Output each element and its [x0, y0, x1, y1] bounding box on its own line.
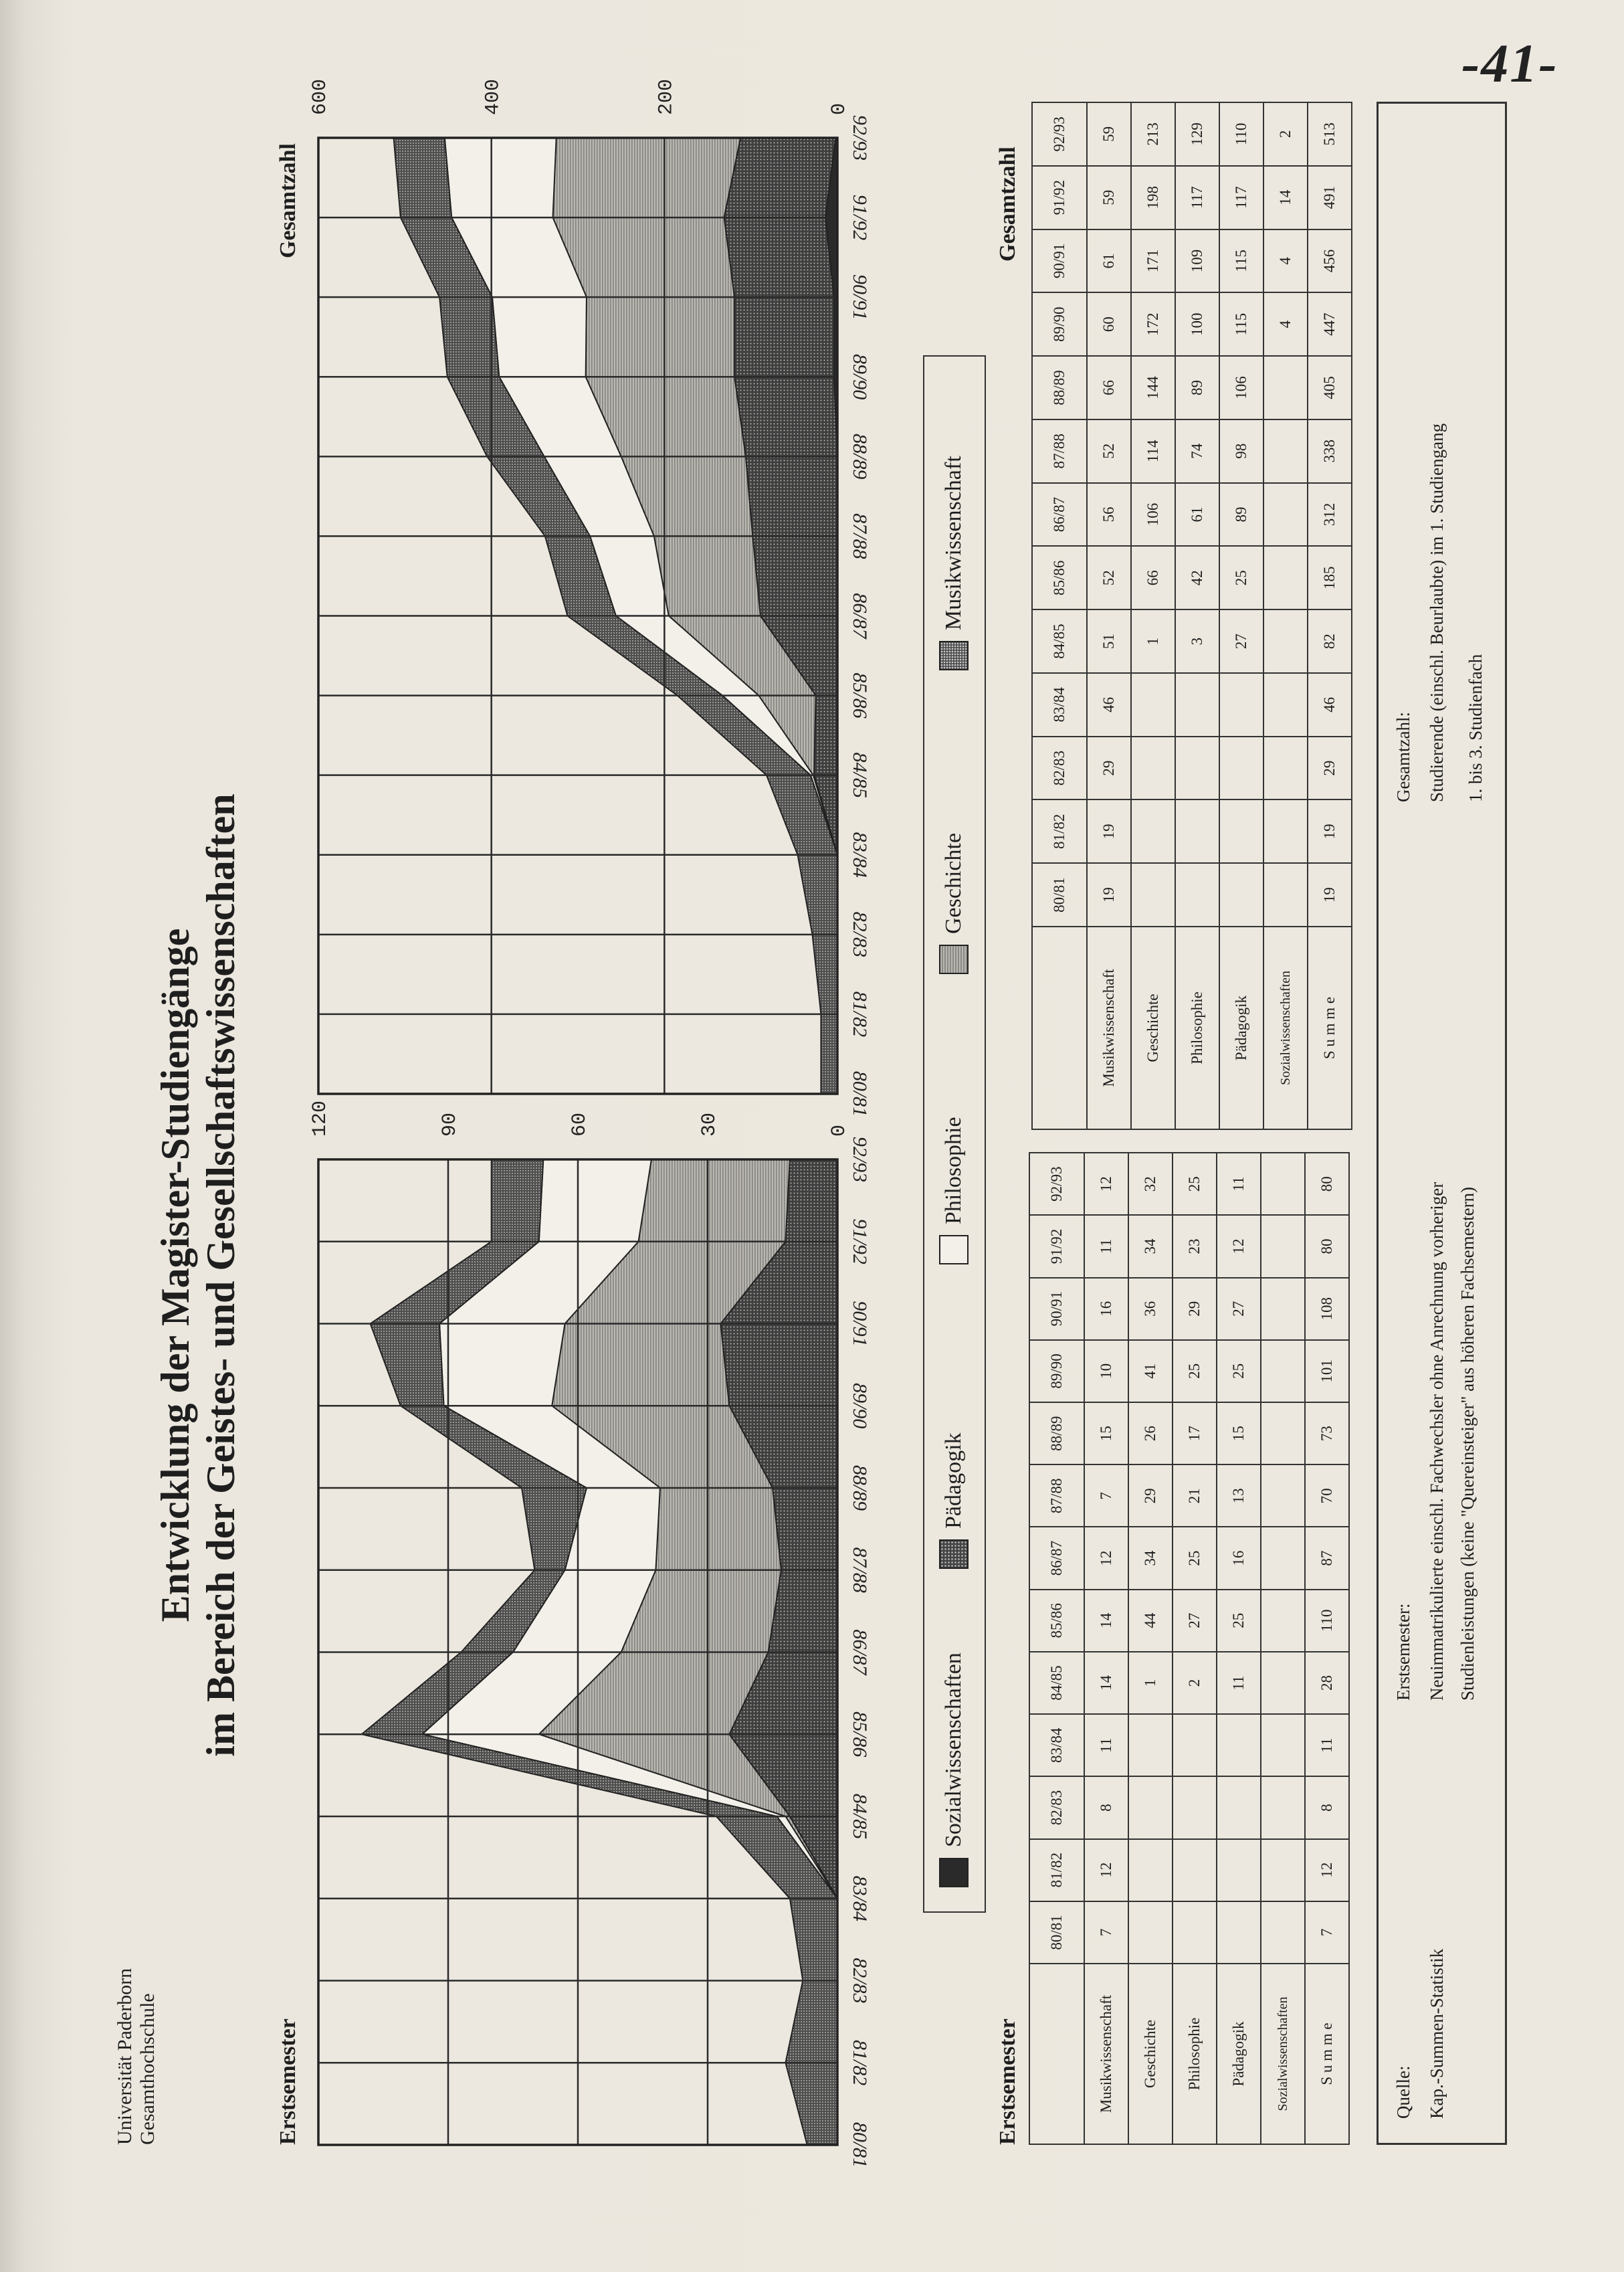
x-tick-label: 86/87 [849, 593, 871, 639]
column-header: 90/91 [1032, 229, 1087, 293]
table-cell: 29 [1173, 1278, 1217, 1340]
table-cell: 1 [1128, 1652, 1173, 1714]
x-tick-label: 87/88 [849, 1547, 871, 1593]
table-cell: 338 [1308, 419, 1352, 483]
table-row [1261, 1153, 1305, 2144]
table-cell: 11 [1305, 1714, 1349, 1776]
table-cell: 312 [1308, 483, 1352, 547]
table-cell: 12 [1305, 1839, 1349, 1901]
table-cell: 89 [1219, 483, 1263, 547]
table-cell: 19 [1087, 799, 1131, 863]
table-cell: 11 [1084, 1215, 1128, 1277]
table-cell: 82 [1308, 609, 1352, 673]
y-tick-label: 600 [309, 78, 332, 115]
table-cell: 25 [1173, 1340, 1217, 1402]
table-cell [1261, 1278, 1305, 1340]
column-header: 92/93 [1029, 1153, 1084, 1215]
table-cell: 70 [1305, 1464, 1349, 1527]
legend-label: Pädagogik [941, 1432, 966, 1529]
table-cell [1131, 863, 1175, 927]
x-tick-label: 90/91 [849, 274, 871, 320]
table-row [1173, 1153, 1217, 2144]
table-corner-cell [1032, 927, 1087, 1129]
legend-label: Philosophie [941, 1117, 966, 1224]
table-cell: 25 [1219, 546, 1263, 609]
table-cell: 14 [1084, 1652, 1128, 1714]
y-tick-label: 30 [698, 1112, 721, 1137]
table-cell: 144 [1131, 356, 1175, 419]
legend-swatch-icon [939, 1235, 969, 1264]
table-left-label: Erstsemester [995, 2018, 1020, 2145]
page-number: -41- [1461, 33, 1558, 94]
column-header: 85/86 [1032, 546, 1087, 609]
x-tick-label: 88/89 [849, 1464, 871, 1511]
table-cell: 2 [1263, 102, 1308, 166]
table-cell: 1 [1131, 609, 1175, 673]
table-cell: 60 [1087, 292, 1131, 356]
y-tick-label: 90 [439, 1112, 462, 1137]
table-cell [1217, 1776, 1261, 1838]
table-header-row [1029, 1153, 1084, 2144]
table-cell: 42 [1175, 546, 1219, 609]
table-cell: 15 [1217, 1402, 1261, 1464]
table-cell: 14 [1263, 166, 1308, 229]
table-cell [1261, 1901, 1305, 1964]
legend-item-philosophie [939, 1117, 969, 1264]
table-cell [1175, 737, 1219, 800]
table-cell [1263, 863, 1308, 927]
table-cell: 117 [1219, 166, 1263, 229]
table-cell: 66 [1131, 546, 1175, 609]
column-header: 83/84 [1032, 673, 1087, 737]
table-cell: 100 [1175, 292, 1219, 356]
table-row [1087, 102, 1131, 1129]
table-cell: 44 [1128, 1590, 1173, 1652]
table-cell [1261, 1215, 1305, 1277]
table-cell [1261, 1402, 1305, 1464]
table-cell: 129 [1175, 102, 1219, 166]
column-header: 91/92 [1032, 166, 1087, 229]
table-cell: 7 [1305, 1901, 1349, 1964]
column-header: 81/82 [1032, 799, 1087, 863]
erstsemester-definition-line-1: Neuimmatrikulierte einschl. Fachwechsler ohne Anrechnung vorheriger [1427, 1181, 1447, 1701]
table-cell [1128, 1901, 1173, 1964]
x-tick-label: 83/84 [849, 832, 871, 878]
table-cell [1261, 1652, 1305, 1714]
table-cell: 25 [1217, 1590, 1261, 1652]
erstsemester-table [1029, 1152, 1350, 2145]
chart-right-label: Gesamtzahl [276, 143, 300, 258]
table-cell: 61 [1175, 483, 1219, 547]
table-cell [1261, 1839, 1305, 1901]
column-header: 86/87 [1029, 1527, 1084, 1589]
gesamtzahl-definition-line-1: Studierende (einschl. Beurlaubte) im 1. Studiengang [1427, 423, 1447, 802]
table-cell [1173, 1776, 1217, 1838]
column-header: 87/88 [1032, 419, 1087, 483]
table-cell: 25 [1217, 1340, 1261, 1402]
table-cell: 52 [1087, 546, 1131, 609]
x-tick-label: 80/81 [849, 1070, 871, 1117]
table-cell: 27 [1173, 1590, 1217, 1652]
column-header: 89/90 [1029, 1340, 1084, 1402]
table-cell: 14 [1084, 1590, 1128, 1652]
table-cell: 21 [1173, 1464, 1217, 1527]
table-row [1131, 102, 1175, 1129]
table-right-label: Gesamtzahl [995, 147, 1020, 262]
table-cell [1128, 1839, 1173, 1901]
x-tick-label: 89/90 [849, 1383, 871, 1429]
table-cell [1217, 1901, 1261, 1964]
table-cell: 7 [1084, 1464, 1128, 1527]
legend-label: Geschichte [941, 832, 966, 934]
chart-1 [309, 79, 871, 1117]
table-cell: 2 [1173, 1652, 1217, 1714]
x-tick-label: 86/87 [849, 1629, 871, 1675]
column-header: 88/89 [1029, 1402, 1084, 1464]
table-cell: 456 [1308, 229, 1352, 293]
table-cell: 115 [1219, 292, 1263, 356]
table-cell: 13 [1217, 1464, 1261, 1527]
row-label: Musikwissenschaft [1087, 927, 1131, 1129]
legend-label: Musikwissenschaft [941, 456, 966, 630]
table-cell: 34 [1128, 1527, 1173, 1589]
table-cell: 46 [1308, 673, 1352, 737]
table-cell [1261, 1340, 1305, 1402]
table-cell: 66 [1087, 356, 1131, 419]
table-cell: 26 [1128, 1402, 1173, 1464]
table-cell [1219, 799, 1263, 863]
row-label: S u m m e [1305, 1964, 1349, 2144]
legend-swatch-icon [939, 1858, 969, 1887]
institution-subtitle: Gesamthochschule [136, 1993, 159, 2145]
table-header-row [1032, 102, 1087, 1129]
table-cell: 491 [1308, 166, 1352, 229]
table-cell: 7 [1084, 1901, 1128, 1964]
column-header: 84/85 [1032, 609, 1087, 673]
table-cell: 8 [1305, 1776, 1349, 1838]
column-header: 92/93 [1032, 102, 1087, 166]
table-corner-cell [1029, 1964, 1084, 2144]
table-row [1305, 1153, 1349, 2144]
table-cell: 101 [1305, 1340, 1349, 1402]
table-row [1263, 102, 1308, 1129]
x-tick-label: 84/85 [849, 1793, 871, 1840]
row-label: Pädagogik [1219, 927, 1263, 1129]
x-tick-label: 88/89 [849, 434, 871, 480]
x-tick-label: 82/83 [849, 911, 871, 958]
table-cell [1131, 799, 1175, 863]
legend-swatch-icon [939, 1539, 969, 1569]
table-cell: 405 [1308, 356, 1352, 419]
column-header: 88/89 [1032, 356, 1087, 419]
erstsemester-definition-label: Erstsemester: [1393, 1603, 1413, 1701]
table-row [1219, 102, 1263, 1129]
chart-0 [309, 1101, 871, 2168]
table-row [1217, 1153, 1261, 2144]
table-cell: 11 [1217, 1652, 1261, 1714]
y-tick-label: 400 [482, 78, 505, 115]
gesamtzahl-table [1031, 102, 1352, 1130]
legend-swatch-icon [939, 641, 969, 670]
gesamtzahl-definition-label: Gesamtzahl: [1393, 712, 1413, 802]
table-cell: 110 [1219, 102, 1263, 166]
table-cell: 114 [1131, 419, 1175, 483]
source-value: Kap.-Summen-Statistik [1427, 1948, 1447, 2119]
table-cell: 198 [1131, 166, 1175, 229]
x-tick-label: 89/90 [849, 354, 871, 400]
table-cell: 29 [1308, 737, 1352, 800]
table-cell: 106 [1219, 356, 1263, 419]
table-cell: 87 [1305, 1527, 1349, 1589]
table-cell: 98 [1219, 419, 1263, 483]
x-tick-label: 81/82 [849, 991, 871, 1038]
table-cell: 8 [1084, 1776, 1128, 1838]
column-header: 81/82 [1029, 1839, 1084, 1901]
column-header: 90/91 [1029, 1278, 1084, 1340]
source-label: Quelle: [1393, 2065, 1413, 2119]
column-header: 80/81 [1032, 863, 1087, 927]
x-tick-label: 90/91 [849, 1301, 871, 1347]
table-cell [1263, 483, 1308, 547]
table-cell [1131, 673, 1175, 737]
table-cell: 17 [1173, 1402, 1217, 1464]
table-cell: 80 [1305, 1215, 1349, 1277]
table-row [1084, 1153, 1128, 2144]
table-cell [1217, 1714, 1261, 1776]
column-header: 82/83 [1029, 1776, 1084, 1838]
row-label: S u m m e [1308, 927, 1352, 1129]
table-cell: 52 [1087, 419, 1131, 483]
table-cell: 34 [1128, 1215, 1173, 1277]
x-tick-label: 91/92 [849, 194, 871, 241]
table-cell: 12 [1084, 1153, 1128, 1215]
chart-left-label: Erstsemester [276, 2018, 300, 2145]
column-header: 86/87 [1032, 483, 1087, 547]
y-tick-label: 0 [828, 1124, 851, 1137]
table-cell: 29 [1087, 737, 1131, 800]
table-cell: 115 [1219, 229, 1263, 293]
table-cell [1219, 737, 1263, 800]
table-cell [1219, 673, 1263, 737]
column-header: 89/90 [1032, 292, 1087, 356]
table-cell: 11 [1084, 1714, 1128, 1776]
table-cell: 19 [1308, 799, 1352, 863]
table-cell [1173, 1901, 1217, 1964]
row-label: Philosophie [1173, 1964, 1217, 2144]
table-row [1308, 102, 1352, 1129]
column-header: 80/81 [1029, 1901, 1084, 1964]
table-cell [1261, 1776, 1305, 1838]
table-cell: 117 [1175, 166, 1219, 229]
table-cell [1261, 1527, 1305, 1589]
table-cell: 11 [1217, 1153, 1261, 1215]
table-cell: 59 [1087, 102, 1131, 166]
table-row [1175, 102, 1219, 1129]
y-tick-label: 200 [655, 78, 678, 115]
column-header: 87/88 [1029, 1464, 1084, 1527]
table-cell: 36 [1128, 1278, 1173, 1340]
table-cell: 10 [1084, 1340, 1128, 1402]
table-cell: 28 [1305, 1652, 1349, 1714]
legend-item-paedagogik [939, 1432, 969, 1569]
table-cell: 15 [1084, 1402, 1128, 1464]
row-label: Pädagogik [1217, 1964, 1261, 2144]
y-tick-label: 0 [828, 102, 851, 115]
table-cell: 108 [1305, 1278, 1349, 1340]
row-label: Geschichte [1131, 927, 1175, 1129]
legend-item-sozialwissenschaften [939, 1652, 969, 1887]
x-tick-label: 92/93 [849, 1136, 871, 1183]
row-label: Sozialwissenschaften [1261, 1964, 1305, 2144]
table-cell: 106 [1131, 483, 1175, 547]
table-cell [1128, 1714, 1173, 1776]
table-cell: 51 [1087, 609, 1131, 673]
table-cell: 3 [1175, 609, 1219, 673]
legend-item-musikwissenschaft [939, 456, 969, 670]
footnote-box [1377, 102, 1507, 2145]
table-cell: 29 [1128, 1464, 1173, 1527]
table-cell: 89 [1175, 356, 1219, 419]
table-cell [1173, 1714, 1217, 1776]
table-cell: 59 [1087, 166, 1131, 229]
column-header: 91/92 [1029, 1215, 1084, 1277]
table-cell: 41 [1128, 1340, 1173, 1402]
table-cell [1263, 419, 1308, 483]
chart-legend [923, 355, 986, 1913]
table-cell [1173, 1839, 1217, 1901]
table-cell: 16 [1217, 1527, 1261, 1589]
column-header: 82/83 [1032, 737, 1087, 800]
table-cell: 74 [1175, 419, 1219, 483]
table-cell [1261, 1464, 1305, 1527]
institution-name: Universität Paderborn [114, 1968, 136, 2145]
y-tick-label: 60 [569, 1112, 591, 1137]
table-cell: 171 [1131, 229, 1175, 293]
table-cell: 73 [1305, 1402, 1349, 1464]
table-cell: 61 [1087, 229, 1131, 293]
table-cell: 12 [1217, 1215, 1261, 1277]
table-cell: 513 [1308, 102, 1352, 166]
x-tick-label: 85/86 [849, 672, 871, 719]
gesamtzahl-definition-line-2: 1. bis 3. Studienfach [1465, 654, 1486, 802]
table-cell [1263, 546, 1308, 609]
table-cell: 12 [1084, 1839, 1128, 1901]
x-tick-label: 80/81 [849, 2121, 871, 2168]
x-tick-label: 91/92 [849, 1218, 871, 1264]
column-header: 84/85 [1029, 1652, 1084, 1714]
row-label: Sozialwissenschaften [1263, 927, 1308, 1129]
title-line-2: im Bereich der Geistes- und Gesellschaftswissenschaften [199, 793, 243, 1757]
x-tick-label: 82/83 [849, 1958, 871, 2004]
table-cell: 19 [1087, 863, 1131, 927]
column-header: 83/84 [1029, 1714, 1084, 1776]
table-row [1128, 1153, 1173, 2144]
table-cell: 19 [1308, 863, 1352, 927]
table-cell [1263, 673, 1308, 737]
table-cell [1217, 1839, 1261, 1901]
table-cell [1175, 799, 1219, 863]
table-cell: 27 [1217, 1278, 1261, 1340]
table-cell: 16 [1084, 1278, 1128, 1340]
table-cell: 25 [1173, 1527, 1217, 1589]
table-cell: 46 [1087, 673, 1131, 737]
table-cell: 23 [1173, 1215, 1217, 1277]
x-tick-label: 83/84 [849, 1875, 871, 1921]
table-cell: 109 [1175, 229, 1219, 293]
legend-swatch-icon [939, 945, 969, 974]
table-cell: 12 [1084, 1527, 1128, 1589]
x-tick-label: 84/85 [849, 752, 871, 798]
table-cell [1263, 356, 1308, 419]
table-cell: 447 [1308, 292, 1352, 356]
row-label: Philosophie [1175, 927, 1219, 1129]
x-tick-label: 92/93 [849, 114, 871, 161]
x-tick-label: 85/86 [849, 1711, 871, 1758]
row-label: Geschichte [1128, 1964, 1173, 2144]
table-cell [1131, 737, 1175, 800]
legend-item-geschichte [939, 833, 969, 974]
table-cell: 4 [1263, 229, 1308, 293]
table-cell: 172 [1131, 292, 1175, 356]
table-cell: 213 [1131, 102, 1175, 166]
table-cell: 32 [1128, 1153, 1173, 1215]
legend-label: Sozialwissenschaften [941, 1652, 966, 1847]
table-cell [1261, 1153, 1305, 1215]
erstsemester-definition-line-2: Studienleistungen (keine "Quereinsteiger" aus höheren Fachsemestern) [1457, 1186, 1478, 1701]
table-cell: 56 [1087, 483, 1131, 547]
table-cell: 27 [1219, 609, 1263, 673]
table-cell: 4 [1263, 292, 1308, 356]
x-tick-label: 81/82 [849, 2040, 871, 2086]
column-header: 85/86 [1029, 1590, 1084, 1652]
table-cell [1261, 1714, 1305, 1776]
table-cell: 80 [1305, 1153, 1349, 1215]
table-cell [1128, 1776, 1173, 1838]
title-line-1: Entwicklung der Magister-Studiengänge [153, 928, 197, 1622]
table-cell [1263, 737, 1308, 800]
table-cell [1219, 863, 1263, 927]
table-cell [1261, 1590, 1305, 1652]
row-label: Musikwissenschaft [1084, 1964, 1128, 2144]
y-tick-label: 120 [309, 1100, 332, 1137]
table-cell: 25 [1173, 1153, 1217, 1215]
table-cell: 110 [1305, 1590, 1349, 1652]
x-tick-label: 87/88 [849, 513, 871, 559]
table-cell [1175, 673, 1219, 737]
table-cell [1263, 799, 1308, 863]
table-cell: 185 [1308, 546, 1352, 609]
table-cell [1175, 863, 1219, 927]
table-cell [1263, 609, 1308, 673]
